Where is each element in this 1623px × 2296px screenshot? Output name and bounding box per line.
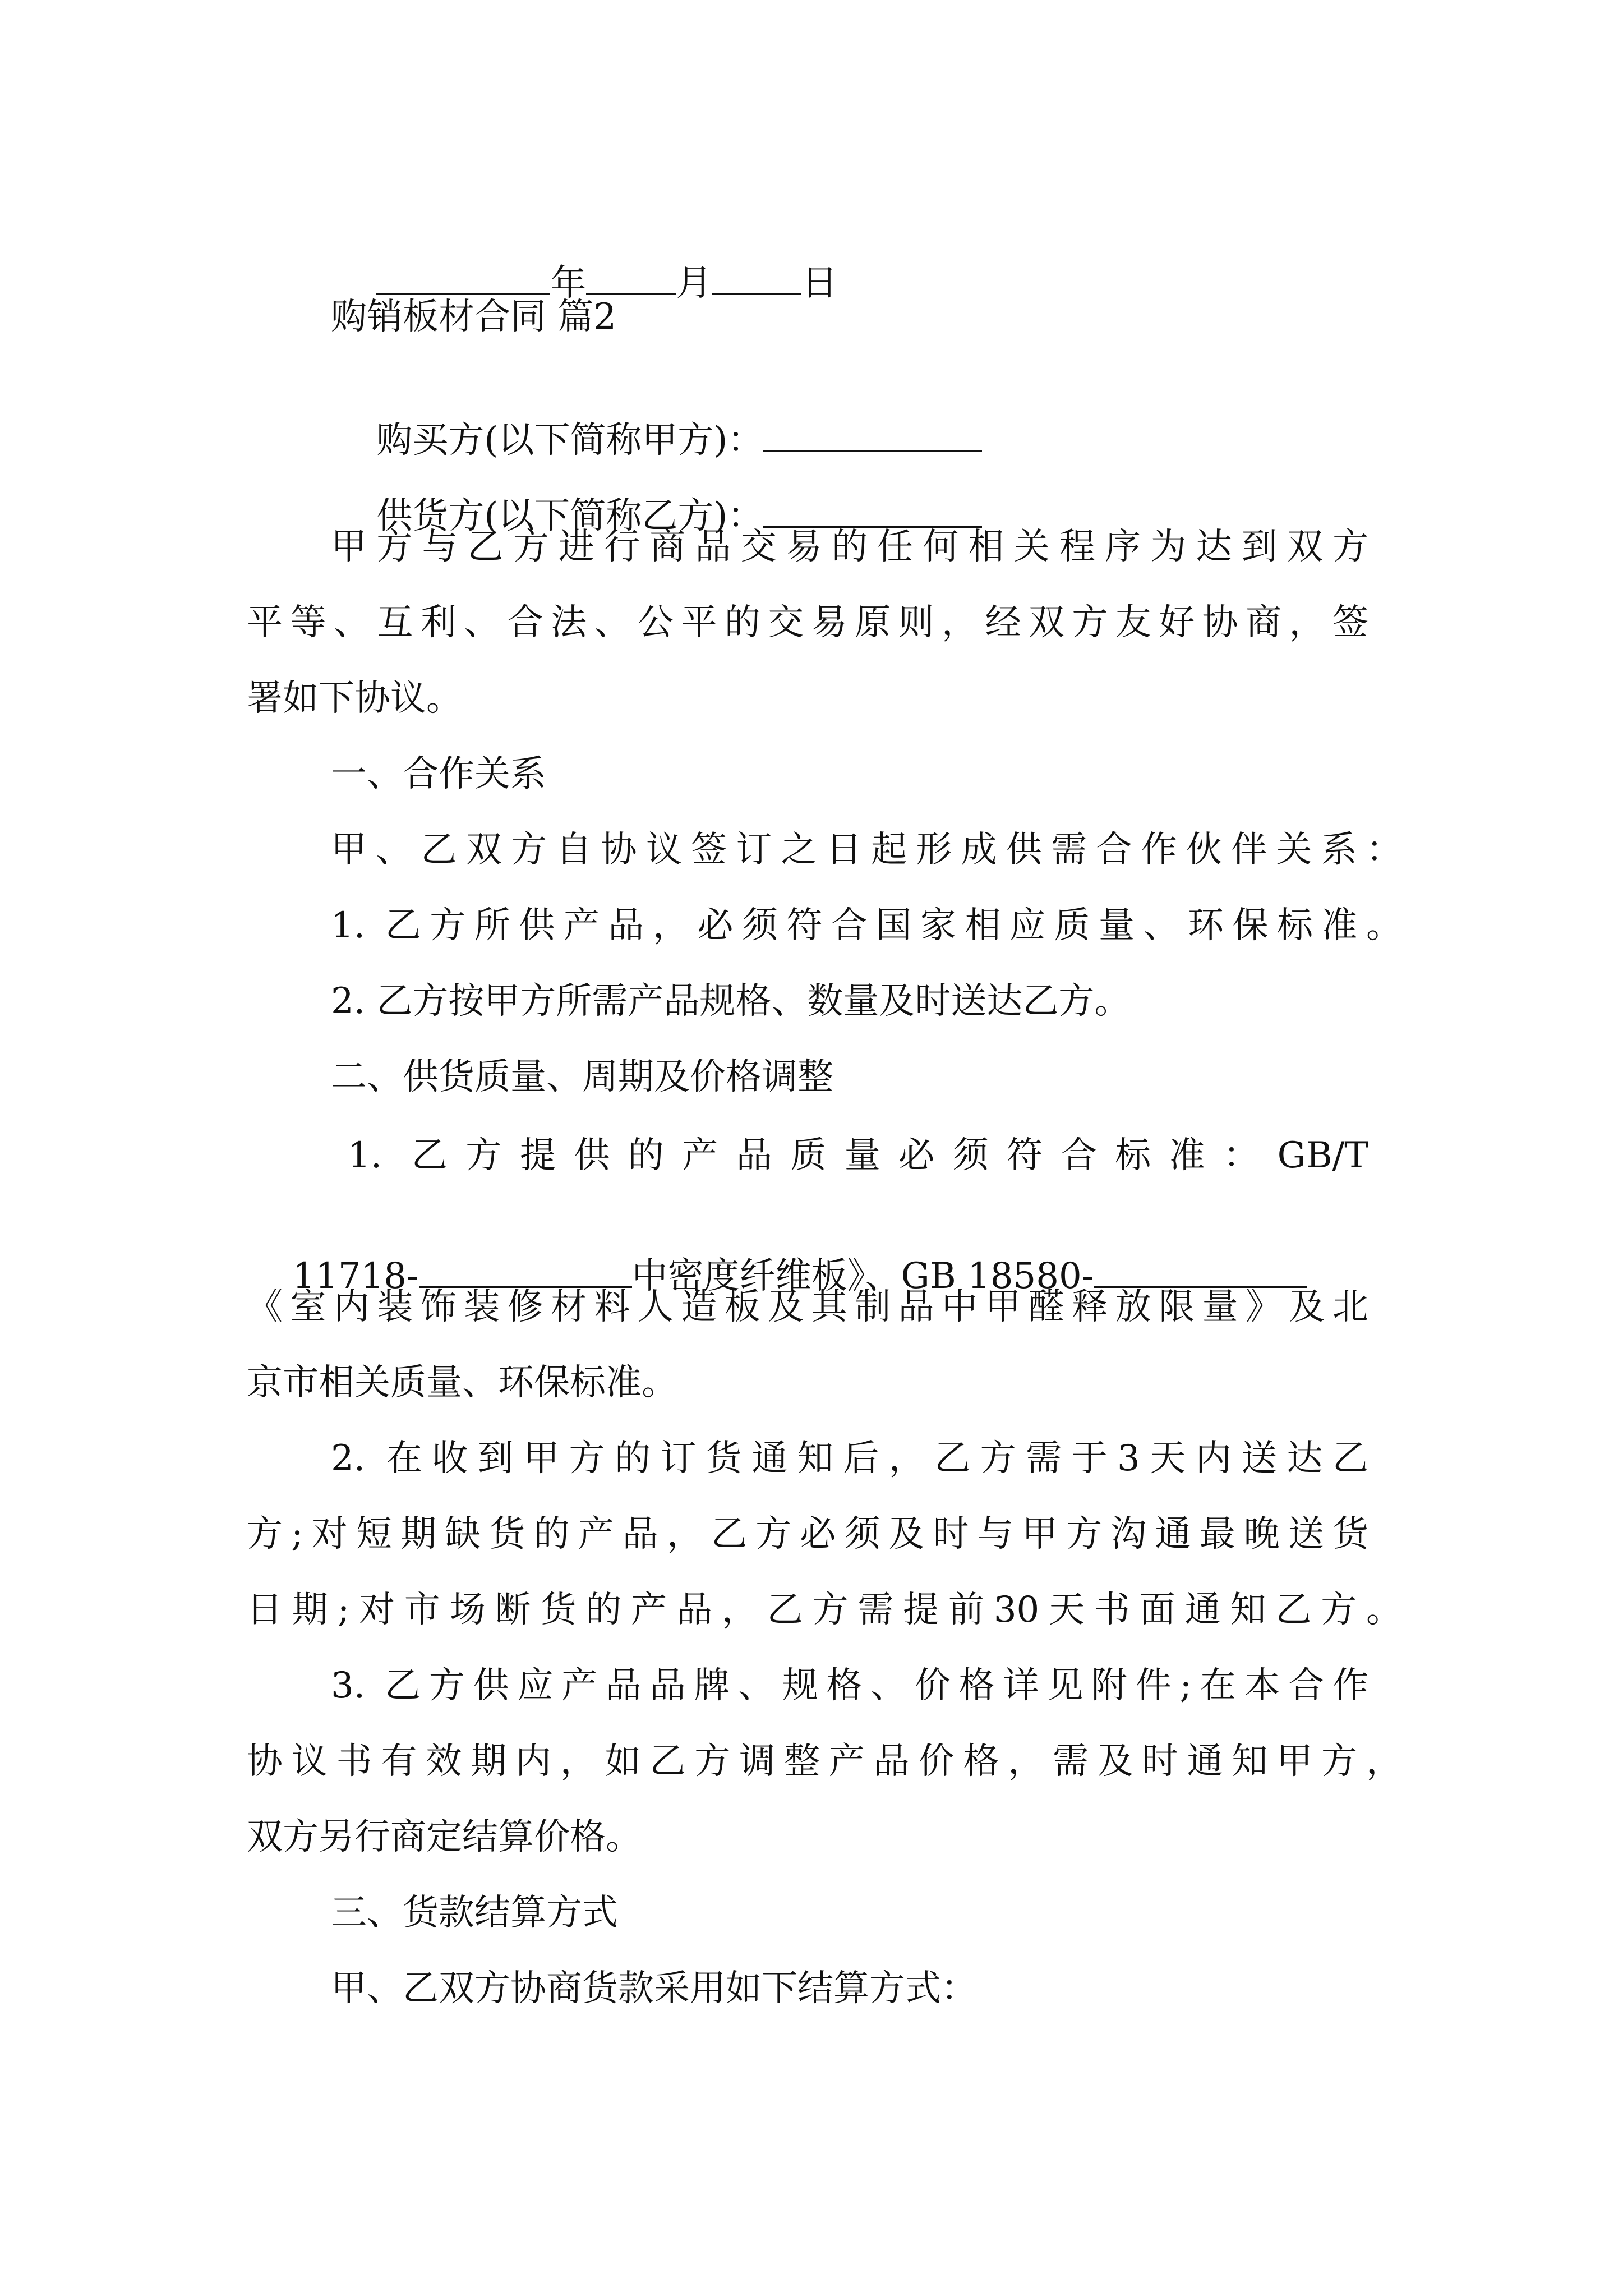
section-2-item-2-line-1: 2. 在收到甲方的订货通知后，乙方需于3天内送达乙: [331, 1438, 1368, 1479]
standard-1-code: 11718-: [292, 1255, 419, 1297]
section-2-item-3-line-2: 协议书有效期内，如乙方调整产品价格，需及时通知甲方，: [247, 1741, 1402, 1782]
buyer-label: 购买方(以下简称甲方)：: [376, 420, 764, 461]
section-2-item-1-line-3: 《室内装饰装修材料人造板及其制品中甲醛释放限量》及北: [247, 1286, 1368, 1328]
month-blank: [586, 261, 676, 295]
section-2-item-1-line-4: 京市相关质量、环保标准。: [247, 1362, 677, 1404]
section-2-item-3-line-3: 双方另行商定结算价格。: [247, 1816, 642, 1858]
section-2-item-1-line-2: [247, 1209, 1368, 1297]
section-2-item-2-line-2: 方;对短期缺货的产品，乙方必须及时与甲方沟通最晚送货: [247, 1513, 1368, 1555]
seller-blank: [763, 494, 982, 528]
section-3-text: 甲、乙双方协商货款采用如下结算方式：: [331, 1968, 977, 2009]
day-label: 日: [801, 263, 838, 304]
buyer-line: [331, 373, 982, 461]
standard-1-blank: [419, 1254, 632, 1288]
year-blank: [376, 261, 550, 295]
intro-line-3: 署如下协议。: [247, 678, 462, 719]
seller-label: 供货方(以下简称乙方)：: [376, 495, 764, 537]
date-line: [331, 216, 838, 304]
section-1-item-1: 1. 乙方所供产品，必须符合国家相应质量、环保标准。: [331, 905, 1402, 946]
section-2-item-2-line-3: 日期;对市场断货的产品，乙方需提前30天书面通知乙方。: [247, 1589, 1402, 1631]
buyer-blank: [763, 418, 982, 452]
seller-line: [331, 449, 982, 537]
section-2-item-1-line-1: 1. 乙方提供的产品质量必须符合标准：GB/T: [348, 1135, 1368, 1176]
section-1-text: 甲、乙双方自协议签订之日起形成供需合作伙伴关系：: [331, 829, 1402, 871]
standard-1-name: 中密度纤维板》、GB 18580-: [631, 1255, 1094, 1297]
section-3-heading: 三、货款结算方式: [331, 1892, 618, 1934]
section-2-heading: 二、供货质量、周期及价格调整: [331, 1056, 833, 1098]
section-1-item-2: 2. 乙方按甲方所需产品规格、数量及时送达乙方。: [331, 981, 1131, 1022]
intro-line-1: 甲方与乙方进行商品交易的任何相关程序为达到双方: [331, 526, 1368, 568]
section-2-item-3-line-1: 3. 乙方供应产品品牌、规格、价格详见附件;在本合作: [331, 1665, 1368, 1706]
contract-title: 购销板材合同 篇2: [331, 296, 617, 338]
standard-2-blank: [1094, 1254, 1307, 1288]
year-label: 年: [550, 263, 587, 304]
section-1-heading: 一、合作关系: [331, 753, 546, 795]
day-blank: [712, 261, 801, 295]
month-label: 月: [676, 263, 712, 304]
intro-line-2: 平等、互利、合法、公平的交易原则，经双方友好协商，签: [247, 602, 1368, 643]
